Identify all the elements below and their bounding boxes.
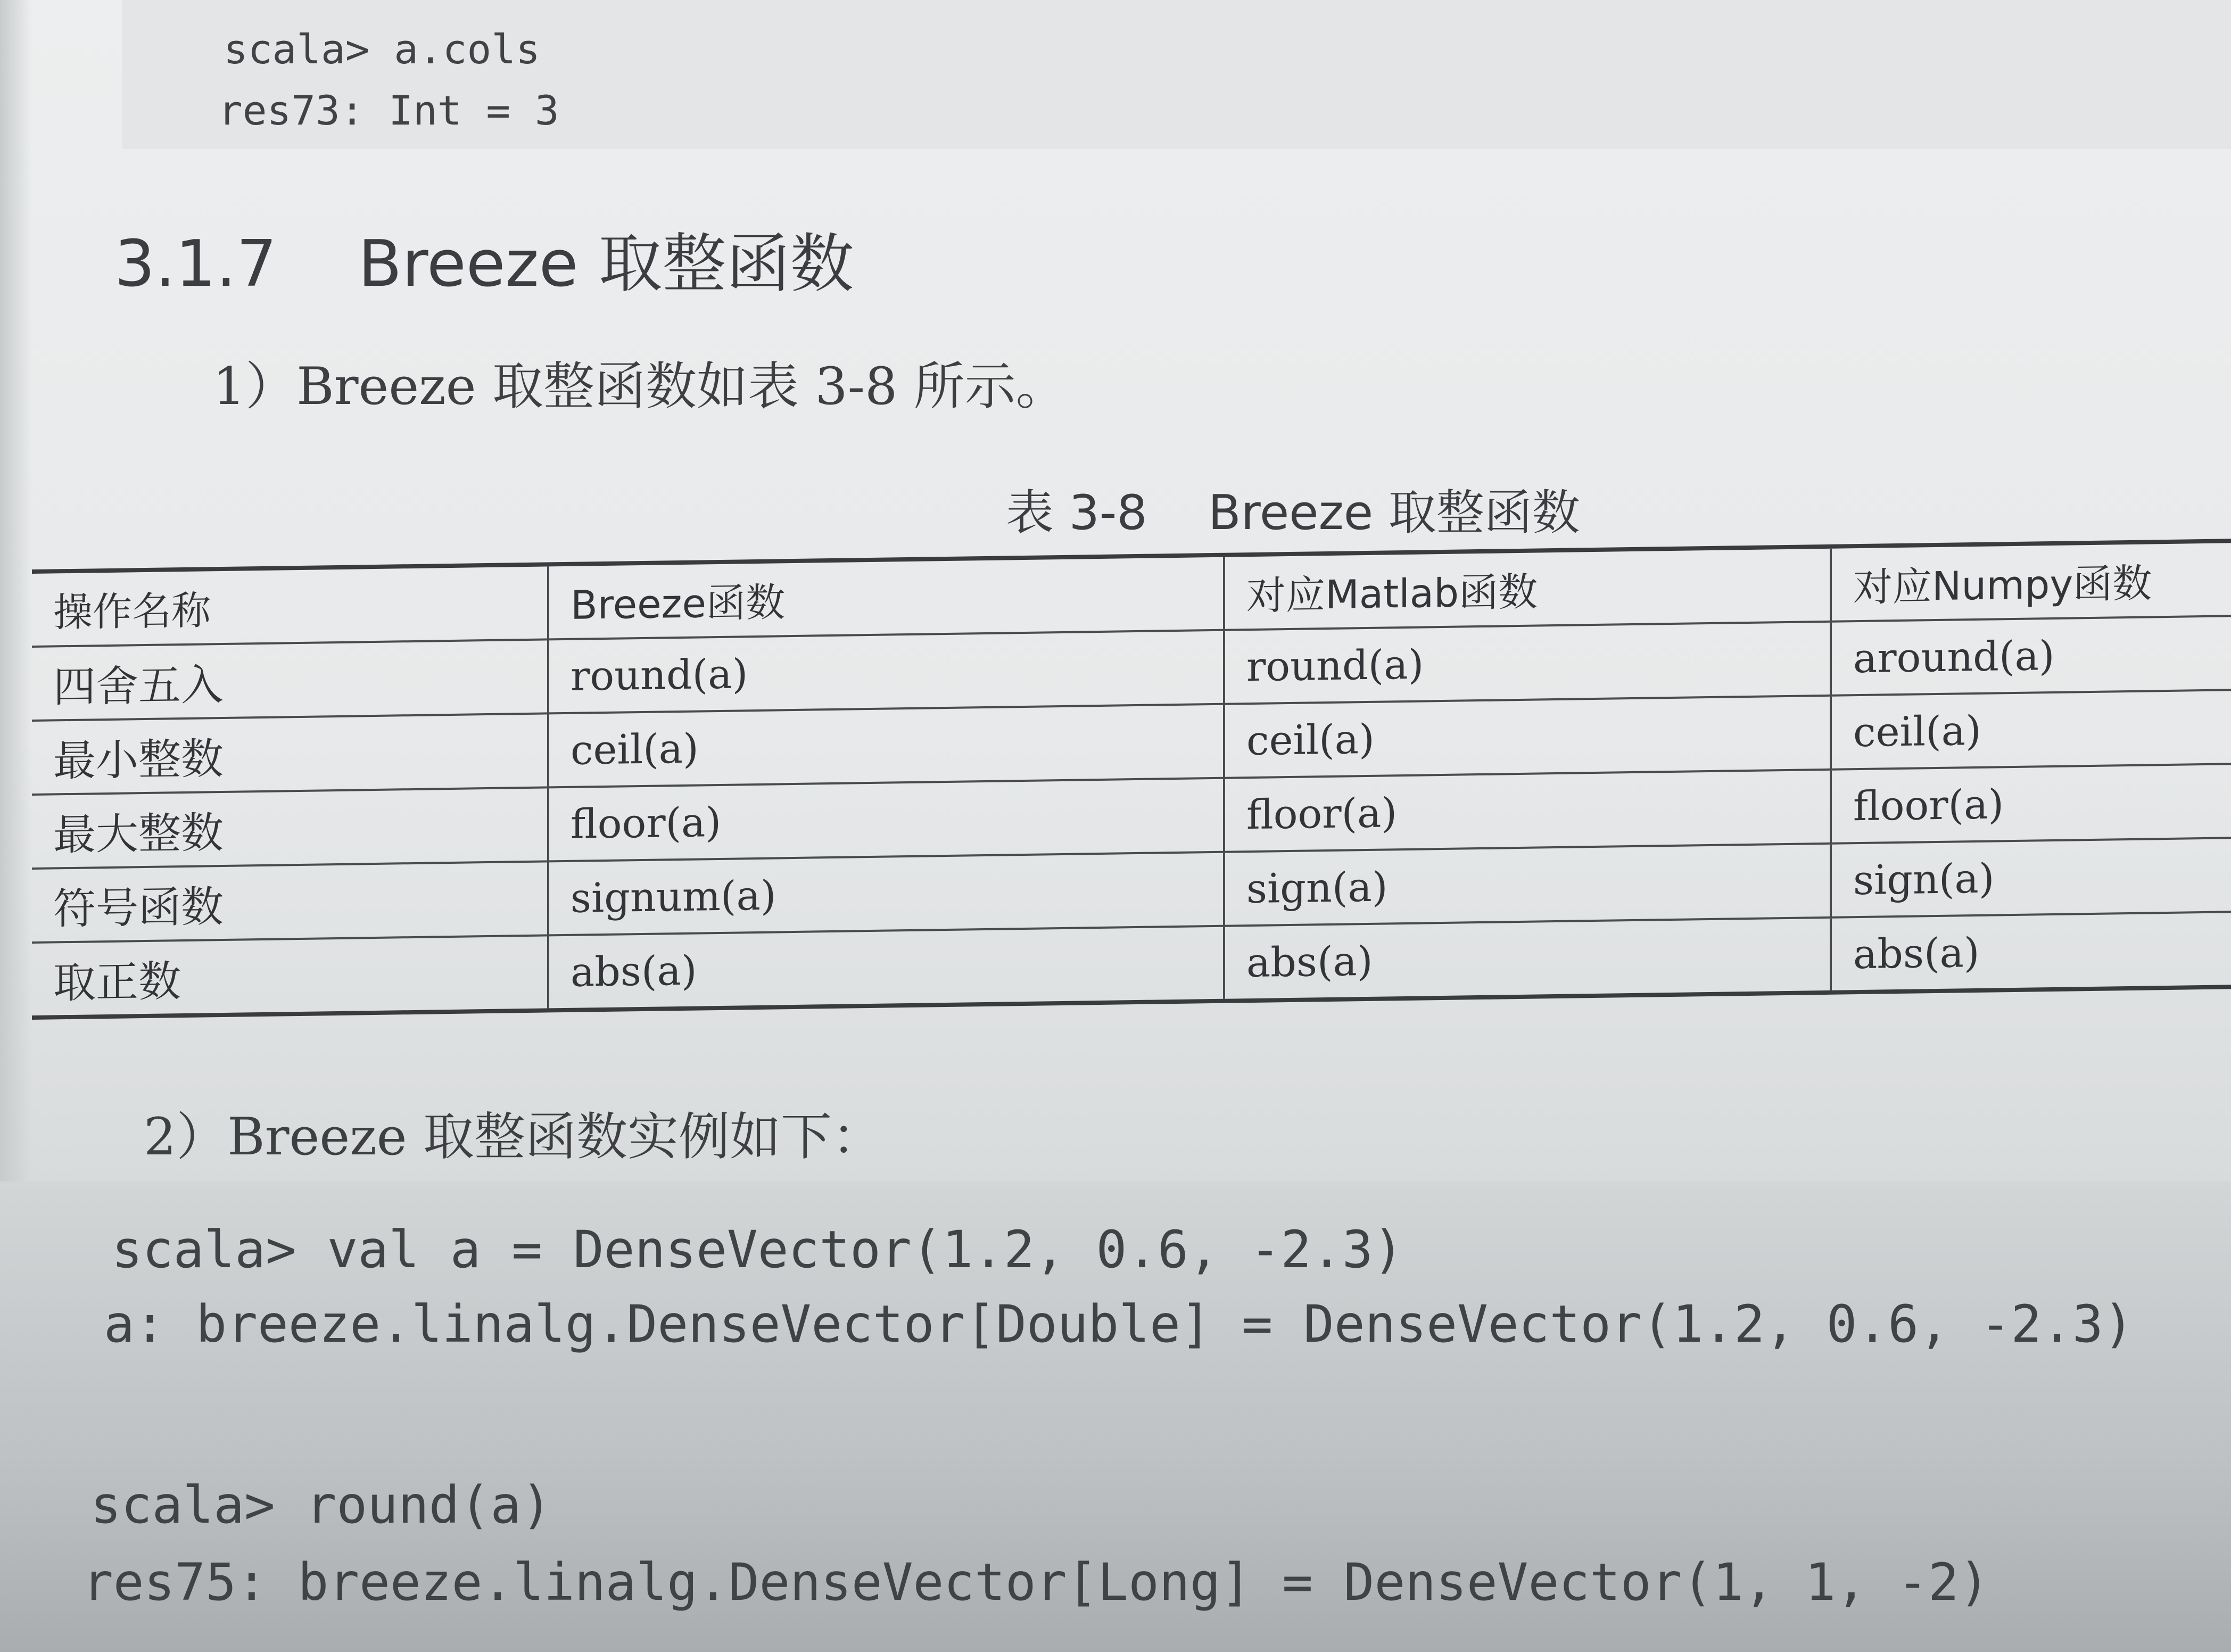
cell-numpy: floor(a) — [1831, 764, 2231, 844]
code-line-res75: res75: breeze.linalg.DenseVector[Long] = DenseVector(1, 1, -2) — [82, 1552, 1990, 1612]
header-breeze: Breeze函数 — [548, 555, 1224, 640]
header-numpy: 对应Numpy函数 — [1831, 541, 2231, 622]
table-caption-label: 表 3-8 — [1006, 485, 1147, 541]
cell-matlab: ceil(a) — [1224, 696, 1831, 778]
cell-operation: 符号函数 — [32, 861, 548, 943]
paragraph-1: 1）Breeze 取整函数如表 3-8 所示。 — [213, 357, 1067, 416]
cell-operation: 四舍五入 — [32, 639, 548, 721]
cell-breeze: abs(a) — [548, 926, 1224, 1011]
cell-numpy: abs(a) — [1831, 912, 2231, 993]
code-line-round-a: scala> round(a) — [90, 1475, 552, 1535]
cell-breeze: signum(a) — [548, 852, 1224, 936]
cell-operation: 最大整数 — [32, 787, 548, 869]
cell-breeze: floor(a) — [548, 778, 1224, 862]
code-line-res73: res73: Int = 3 — [218, 87, 559, 134]
code-line-val-a: scala> val a = DenseVector(1.2, 0.6, -2.3) — [112, 1220, 1404, 1279]
table-caption — [1006, 474, 1580, 543]
rounding-functions-table-wrap — [32, 539, 2231, 1048]
header-operation: 操作名称 — [32, 564, 548, 647]
cell-operation: 取正数 — [32, 935, 548, 1018]
table-caption-title: Breeze 取整函数 — [1208, 485, 1580, 541]
code-line-a-cols: scala> a.cols — [224, 26, 540, 73]
cell-matlab: abs(a) — [1224, 918, 1831, 1001]
code-line-a-result: a: breeze.linalg.DenseVector[Double] = DenseVector(1.2, 0.6, -2.3) — [104, 1294, 2134, 1354]
cell-matlab: floor(a) — [1224, 770, 1831, 852]
section-number: 3.1.7 — [114, 227, 277, 301]
cell-numpy: ceil(a) — [1831, 690, 2231, 770]
cell-numpy: around(a) — [1831, 616, 2231, 696]
paragraph-2: 2）Breeze 取整函数实例如下： — [144, 1107, 883, 1167]
rounding-functions-table — [32, 539, 2231, 1020]
section-heading — [114, 213, 854, 304]
cell-breeze: ceil(a) — [548, 704, 1224, 788]
cell-numpy: sign(a) — [1831, 838, 2231, 918]
cell-operation: 最小整数 — [32, 713, 548, 795]
section-title-text: Breeze 取整函数 — [358, 227, 854, 301]
header-matlab: 对应Matlab函数 — [1224, 547, 1831, 630]
cell-matlab: sign(a) — [1224, 844, 1831, 926]
cell-breeze: round(a) — [548, 630, 1224, 714]
cell-matlab: round(a) — [1224, 622, 1831, 704]
